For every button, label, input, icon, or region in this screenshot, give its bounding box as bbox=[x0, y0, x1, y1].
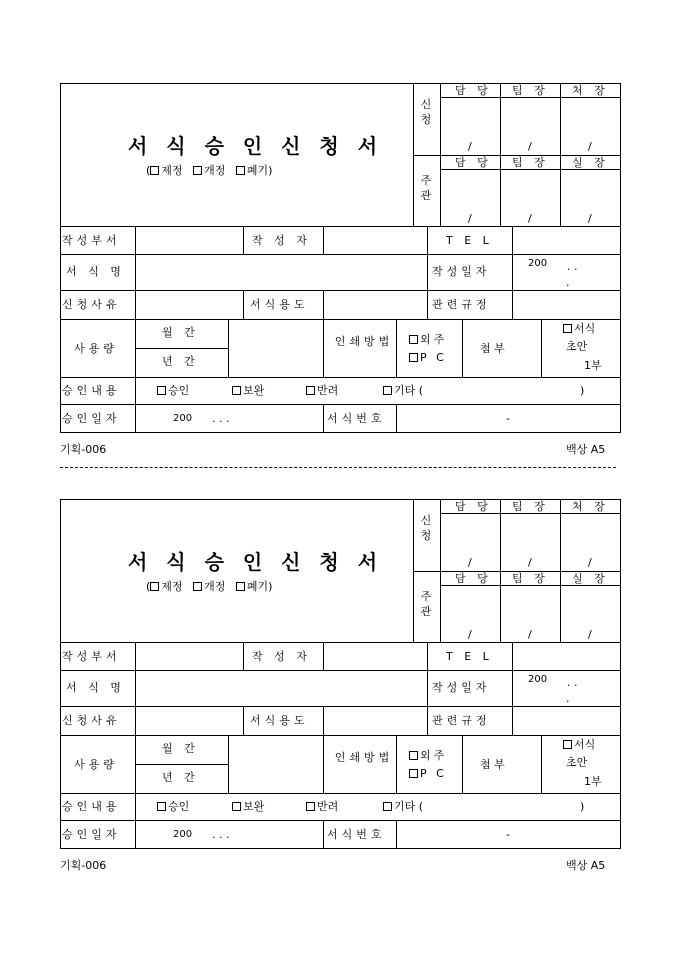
usage-amount-label: 사용량 bbox=[74, 342, 118, 355]
checkbox-other[interactable] bbox=[383, 802, 392, 811]
host-col-1: 담 당 bbox=[455, 572, 492, 585]
host-col-1: 담 당 bbox=[455, 156, 492, 169]
checkbox-pc[interactable] bbox=[409, 769, 418, 778]
checkbox-enact[interactable] bbox=[150, 166, 159, 175]
reason-label: 신청사유 bbox=[62, 714, 121, 727]
sign-mark: / bbox=[588, 140, 592, 153]
host-label: 주관 bbox=[420, 590, 432, 618]
host-col-2: 팀 장 bbox=[512, 156, 549, 169]
usage-amount-label: 사용량 bbox=[74, 758, 118, 771]
opt-supplement: 보완 bbox=[232, 800, 264, 813]
date-written-label: 작성일자 bbox=[432, 681, 491, 694]
cut-line bbox=[60, 467, 616, 468]
checkbox-abolish[interactable] bbox=[236, 582, 245, 591]
tel-label: T E L bbox=[446, 234, 493, 247]
outsource-option: 외주 bbox=[409, 333, 447, 346]
approval-dots: . . . bbox=[212, 412, 230, 425]
checkbox-return[interactable] bbox=[306, 386, 315, 395]
author-label: 작 성 자 bbox=[252, 650, 311, 663]
sign-mark: / bbox=[468, 140, 472, 153]
checkbox-outsource[interactable] bbox=[409, 335, 418, 344]
footer-code: 기획-006 bbox=[60, 859, 107, 872]
footer-code: 기획-006 bbox=[60, 443, 107, 456]
monthly-label: 월 간 bbox=[162, 742, 199, 755]
approval-year: 200 bbox=[173, 829, 193, 840]
checkbox-draft[interactable] bbox=[563, 740, 572, 749]
date-dot3: . bbox=[566, 692, 570, 705]
date-dot3: . bbox=[566, 276, 570, 289]
dept-label: 작성부서 bbox=[62, 650, 121, 663]
date-year: 200 bbox=[528, 674, 548, 685]
host-col-3: 실 장 bbox=[572, 156, 609, 169]
apply-col-3: 처 장 bbox=[572, 500, 609, 513]
sign-mark: / bbox=[588, 212, 592, 225]
draft-count: 1부 bbox=[584, 359, 602, 372]
author-label: 작 성 자 bbox=[252, 234, 311, 247]
form-2 bbox=[0, 499, 680, 889]
approval-dots: . . . bbox=[212, 828, 230, 841]
date-dots: . . bbox=[567, 260, 578, 273]
date-written-label: 작성일자 bbox=[432, 265, 491, 278]
form-name-label: 서 식 명 bbox=[66, 681, 125, 694]
form-no-dash: - bbox=[506, 412, 510, 425]
checkbox-supplement[interactable] bbox=[232, 802, 241, 811]
opt-approve: 승인 bbox=[157, 800, 189, 813]
opt-other: 기타 ( bbox=[383, 800, 423, 813]
footer-paper: 백상 A5 bbox=[566, 859, 606, 872]
rule-label: 관련규정 bbox=[432, 714, 491, 727]
checkbox-return[interactable] bbox=[306, 802, 315, 811]
apply-label: 신청 bbox=[420, 514, 432, 542]
form-no-dash: - bbox=[506, 828, 510, 841]
page-title: 서 식 승 인 신 청 서 bbox=[128, 550, 384, 574]
rule-label: 관련규정 bbox=[432, 298, 491, 311]
monthly-label: 월 간 bbox=[162, 326, 199, 339]
pc-option: P C bbox=[409, 351, 447, 364]
host-col-2: 팀 장 bbox=[512, 572, 549, 585]
sign-mark: / bbox=[528, 628, 532, 641]
form-no-label: 서식번호 bbox=[327, 828, 386, 841]
opt-supplement: 보완 bbox=[232, 384, 264, 397]
attach-label: 첨 부 bbox=[480, 758, 505, 771]
sign-mark: / bbox=[528, 212, 532, 225]
opt-return: 반려 bbox=[306, 800, 338, 813]
yearly-label: 년 간 bbox=[162, 355, 199, 368]
checkbox-outsource[interactable] bbox=[409, 751, 418, 760]
sign-mark: / bbox=[528, 556, 532, 569]
opt-other: 기타 ( bbox=[383, 384, 423, 397]
sign-mark: / bbox=[468, 556, 472, 569]
host-label: 주관 bbox=[420, 174, 432, 202]
approval-date-label: 승인일자 bbox=[62, 828, 121, 841]
apply-col-3: 처 장 bbox=[572, 84, 609, 97]
print-method-label: 인쇄방법 bbox=[334, 335, 394, 348]
date-year: 200 bbox=[528, 258, 548, 269]
checkbox-revise[interactable] bbox=[193, 582, 202, 591]
usage-label: 서식용도 bbox=[250, 298, 309, 311]
opt-return: 반려 bbox=[306, 384, 338, 397]
sign-mark: / bbox=[468, 628, 472, 641]
sign-mark: / bbox=[468, 212, 472, 225]
checkbox-approve[interactable] bbox=[157, 386, 166, 395]
checkbox-enact[interactable] bbox=[150, 582, 159, 591]
approval-content-label: 승인내용 bbox=[62, 800, 121, 813]
checkbox-approve[interactable] bbox=[157, 802, 166, 811]
checkbox-other[interactable] bbox=[383, 386, 392, 395]
form-no-label: 서식번호 bbox=[327, 412, 386, 425]
print-method-label: 인쇄방법 bbox=[334, 751, 394, 764]
form-name-label: 서 식 명 bbox=[66, 265, 125, 278]
draft-option: 서식 bbox=[563, 738, 595, 751]
form-type-options: ( 제정 개정 폐기) bbox=[146, 164, 273, 177]
approval-year: 200 bbox=[173, 413, 193, 424]
draft-label: 초안 bbox=[566, 340, 588, 353]
outsource-option: 외주 bbox=[409, 749, 447, 762]
opt-approve: 승인 bbox=[157, 384, 189, 397]
footer-paper: 백상 A5 bbox=[566, 443, 606, 456]
sign-mark: / bbox=[588, 628, 592, 641]
draft-option: 서식 bbox=[563, 322, 595, 335]
host-col-3: 실 장 bbox=[572, 572, 609, 585]
draft-count: 1부 bbox=[584, 775, 602, 788]
apply-col-1: 담 당 bbox=[455, 500, 492, 513]
pc-option: P C bbox=[409, 767, 447, 780]
form-1 bbox=[0, 83, 680, 473]
tel-label: T E L bbox=[446, 650, 493, 663]
sign-mark: / bbox=[588, 556, 592, 569]
draft-label: 초안 bbox=[566, 756, 588, 769]
date-dots: . . bbox=[567, 676, 578, 689]
apply-col-2: 팀 장 bbox=[512, 84, 549, 97]
sign-mark: / bbox=[528, 140, 532, 153]
apply-col-1: 담 당 bbox=[455, 84, 492, 97]
usage-label: 서식용도 bbox=[250, 714, 309, 727]
checkbox-draft[interactable] bbox=[563, 324, 572, 333]
opt-close: ) bbox=[580, 800, 585, 813]
apply-label: 신청 bbox=[420, 98, 432, 126]
approval-content-label: 승인내용 bbox=[62, 384, 121, 397]
checkbox-supplement[interactable] bbox=[232, 386, 241, 395]
page-title: 서 식 승 인 신 청 서 bbox=[128, 134, 384, 158]
apply-col-2: 팀 장 bbox=[512, 500, 549, 513]
approval-date-label: 승인일자 bbox=[62, 412, 121, 425]
attach-label: 첨 부 bbox=[480, 342, 505, 355]
checkbox-pc[interactable] bbox=[409, 353, 418, 362]
opt-close: ) bbox=[580, 384, 585, 397]
checkbox-revise[interactable] bbox=[193, 166, 202, 175]
checkbox-abolish[interactable] bbox=[236, 166, 245, 175]
reason-label: 신청사유 bbox=[62, 298, 121, 311]
yearly-label: 년 간 bbox=[162, 771, 199, 784]
form-type-options: ( 제정 개정 폐기) bbox=[146, 580, 273, 593]
dept-label: 작성부서 bbox=[62, 234, 121, 247]
